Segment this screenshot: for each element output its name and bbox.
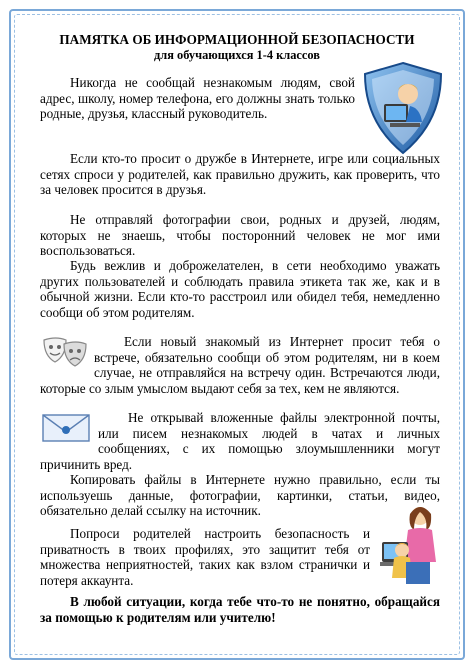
paragraph-9-bold: В любой ситуации, когда тебе что-то не понятно, обращайся за помощью к родителям или учителю! [40, 594, 440, 625]
envelope-icon [40, 410, 94, 446]
mother-child-computer-illustration [376, 500, 446, 590]
paragraph-7: Копировать файлы в Интернете нужно правильно, если ты используешь данные, фотографии, картинки, статьи, видео, обязательно делай ссылку на источник. [40, 472, 440, 519]
paragraph-6-block [40, 410, 440, 472]
paragraph-3: Не отправляй фотографии свои, родных и друзей, людям, которых не знаешь, чтобы посторонний человек не мог ими воспользоваться. [40, 212, 440, 259]
title-line-1: ПАМЯТКА ОБ ИНФОРМАЦИОННОЙ БЕЗОПАСНОСТИ [59, 32, 415, 47]
paragraph-6: Не открывай вложенные файлы электронной почты, или писем незнакомых людей в чатах и личных сообщениях, с их помощью злоумышленники могут причинить вред. [40, 410, 440, 472]
title-line-2: для обучающихся 1-4 классов [153, 48, 320, 62]
paragraph-5: Если новый знакомый из Интернет просит тебя о встрече, обязательно сообщи об этом родителям, ни в коем случае, не отправляйся на встречу один. Встречаются люди, которые со злым умыслом выдают себя за тех, кем не являются. [40, 334, 440, 396]
paragraph-4: Будь вежлив и доброжелателен, в сети необходимо уважать других пользователей и соблюдать правила этикета так же, как и в обычной жизни. Если кто-то расстроил или обидел тебя, немедленно сообщи об этом родителям. [40, 258, 440, 320]
paragraph-5-block [40, 334, 440, 396]
paragraph-2: Если кто-то просит о дружбе в Интернете, игре или социальных сетях спроси у родителей, как правильно дружить, как проверить, что за человек просится в друзья. [40, 151, 440, 198]
theater-masks-icon [40, 334, 90, 370]
paragraph-8: Попроси родителей настроить безопасность и приватность в твоих профилях, это защитит тебя от множества неприятностей, таких как взлом странички и потеря аккаунта. [40, 526, 370, 588]
shield-computer-kid-illustration [360, 60, 446, 156]
paragraph-1: Никогда не сообщай незнакомым людям, свой адрес, школу, номер телефона, его должны знать только родные, друзья, классный руководитель. [40, 75, 355, 122]
